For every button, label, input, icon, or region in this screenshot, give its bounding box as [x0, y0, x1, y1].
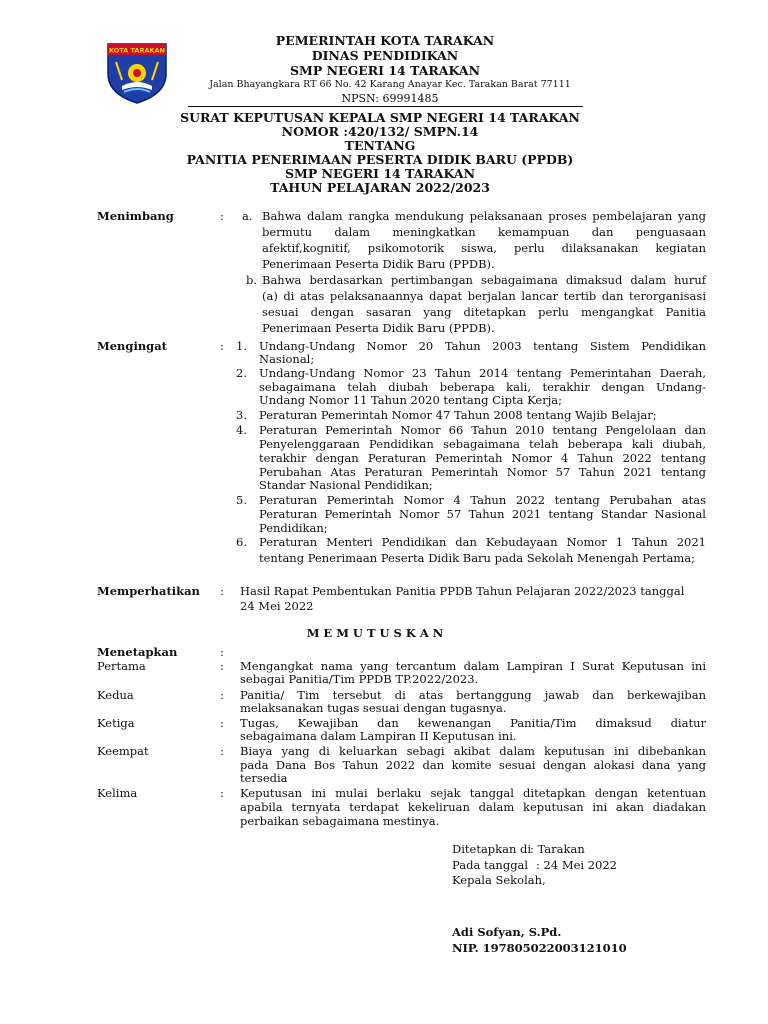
mengingat-item-line: Undang-Undang Nomor 23 Tahun 2014 tentang Pemerintahan Daerah,: [259, 366, 706, 380]
menetapkan-item-colon: :: [220, 786, 224, 800]
mengingat-item-line: Penyelenggaraan Pendidikan sebagaimana telah beberapa kali diubah,: [259, 437, 706, 451]
mengingat-item-line: Undang Nomor 11 Tahun 2020 tentang Cipta Kerja;: [259, 393, 563, 407]
mengingat-item-num: 3.: [236, 408, 247, 422]
mengingat-item-line: Pendidikan;: [259, 521, 328, 535]
menimbang-item-num: a.: [242, 209, 253, 223]
menetapkan-item-colon: :: [220, 688, 224, 702]
menetapkan-item-label: Kelima: [97, 786, 138, 800]
ditetapkan-label: Ditetapkan di: [452, 842, 532, 856]
memperhatikan-label: Memperhatikan: [97, 584, 200, 598]
header-agency: DINAS PENDIDIKAN: [311, 48, 459, 63]
menimbang-item-line: Penerimaan Peserta Didik Baru (PPDB).: [262, 321, 495, 335]
mengingat-item-num: 2.: [236, 366, 247, 380]
decree-number: NOMOR :420/132/ SMPN.14: [281, 124, 479, 139]
menetapkan-item-label: Keempat: [97, 744, 149, 758]
menetapkan-item-line: melaksanakan tugas sesuai dengan tugasnya.: [240, 701, 507, 715]
memperhatikan-colon: :: [220, 584, 224, 598]
tanggal-value: : 24 Mei 2022: [536, 858, 617, 872]
mengingat-label: Mengingat: [97, 339, 167, 353]
mengingat-item-line: sebagaimana telah diubah beberapa kali, terakhir dengan Undang-: [259, 380, 706, 394]
mengingat-item-line: Peraturan Pemerintah Nomor 57 Tahun 2021 tentang Standar Nasional: [259, 507, 706, 521]
mengingat-item-line: Peraturan Menteri Pendidikan dan Kebudayaan Nomor 1 Tahun 2021: [259, 535, 706, 549]
menimbang-item-num: b.: [246, 273, 258, 287]
memutuskan-heading: M E M U T U S K A N: [306, 626, 444, 640]
header-address: Jalan Bhayangkara RT 66 No. 42 Karang Anayar Kec. Tarakan Barat 77111: [209, 79, 571, 90]
menetapkan-item-line: Keputusan ini mulai berlaku sejak tanggal ditetapkan dengan ketentuan: [240, 786, 706, 800]
decree-tentang: TENTANG: [344, 138, 416, 153]
menimbang-item-line: afektif,kognitif, psikomotorik siswa, perlu dilaksanakan kegiatan: [262, 241, 706, 255]
header-divider: [188, 106, 583, 107]
mengingat-item-num: 6.: [236, 535, 247, 549]
mengingat-item-num: 4.: [236, 423, 247, 437]
menetapkan-item-line: Mengangkat nama yang tercantum dalam Lampiran I Surat Keputusan ini: [240, 659, 706, 673]
menimbang-label: Menimbang: [97, 209, 174, 223]
mengingat-item-line: Nasional;: [259, 352, 315, 366]
menetapkan-item-line: apabila ternyata terdapat kekeliruan dalam keputusan ini akan diadakan: [240, 800, 706, 814]
menetapkan-item-label: Kedua: [97, 688, 134, 702]
mengingat-item-line: terakhir dengan Peraturan Pemerintah Nomor 4 Tahun 2022 tentang: [259, 451, 706, 465]
mengingat-item-line: Undang-Undang Nomor 20 Tahun 2003 tentang Sistem Pendidikan: [259, 339, 706, 353]
menimbang-item-line: sesuai dengan sasaran yang ditetapkan perlu mengangkat Panitia: [262, 305, 706, 319]
signatory-name: Adi Sofyan, S.Pd.: [452, 925, 562, 939]
logo-lettering: KOTA TARAKAN: [109, 46, 165, 55]
menimbang-item-line: (a) di atas pelaksanaannya dapat berjalan lancar tertib dan terorganisasi: [262, 289, 706, 303]
mengingat-item-line: Perubahan Atas Peraturan Pemerintah Nomor 57 Tahun 2021 tentang: [259, 465, 706, 479]
header-npsn: NPSN: 69991485: [341, 92, 439, 105]
header-government: PEMERINTAH KOTA TARAKAN: [275, 33, 495, 48]
mengingat-item-line: tentang Penerimaan Peserta Didik Baru pada Sekolah Menengah Pertama;: [259, 551, 696, 565]
mengingat-item-num: 5.: [236, 493, 247, 507]
ditetapkan-value: : Tarakan: [530, 842, 585, 856]
menetapkan-item-line: tersedia: [240, 771, 288, 785]
mengingat-item-line: Peraturan Pemerintah Nomor 4 Tahun 2022 tentang Perubahan atas: [259, 493, 706, 507]
menetapkan-label: Menetapkan: [97, 645, 178, 659]
menetapkan-item-colon: :: [220, 744, 224, 758]
menetapkan-item-line: pada Dana Bos Tahun 2022 dan komite sesuai dengan alokasi dana yang: [240, 758, 706, 772]
menimbang-colon: :: [220, 209, 224, 223]
header-school: SMP NEGERI 14 TARAKAN: [290, 63, 480, 78]
decree-subject: PANITIA PENERIMAAN PESERTA DIDIK BARU (PPDB): [186, 152, 574, 167]
menetapkan-colon: :: [220, 645, 224, 659]
menetapkan-item-line: sebagai Panitia/Tim PPDB TP.2022/2023.: [240, 672, 479, 686]
menetapkan-item-line: perbaikan sebagaimana mestinya.: [240, 814, 440, 828]
mengingat-item-line: Standar Nasional Pendidikan;: [259, 478, 433, 492]
menetapkan-item-line: Biaya yang di keluarkan sebagi akibat dalam keputusan ini dibebankan: [240, 744, 706, 758]
menetapkan-item-line: Panitia/ Tim tersebut di atas bertanggung jawab dan berkewajiban: [240, 688, 706, 702]
menetapkan-item-line: sebagaimana dalam Lampiran II Keputusan ini.: [240, 729, 517, 743]
menetapkan-item-line: Tugas, Kewajiban dan kewenangan Panitia/Tim dimaksud diatur: [240, 716, 706, 730]
mengingat-colon: :: [220, 339, 224, 353]
menimbang-item-line: bermutu dalam meningkatkan kemampuan dan penguasaan: [262, 225, 706, 239]
tanggal-label: Pada tanggal: [452, 858, 529, 872]
mengingat-item-line: Peraturan Pemerintah Nomor 47 Tahun 2008 tentang Wajib Belajar;: [259, 408, 657, 422]
memperhatikan-line: Hasil Rapat Pembentukan Panitia PPDB Tahun Pelajaran 2022/2023 tanggal: [240, 584, 685, 598]
menimbang-item-line: Penerimaan Peserta Didik Baru (PPDB).: [262, 257, 495, 271]
decree-year: TAHUN PELAJARAN 2022/2023: [270, 180, 490, 195]
city-emblem-logo: [102, 40, 172, 106]
menetapkan-item-colon: :: [220, 716, 224, 730]
signatory-nip: NIP. 197805022003121010: [452, 941, 627, 955]
menetapkan-item-colon: :: [220, 659, 224, 673]
menimbang-item-line: Bahwa berdasarkan pertimbangan sebagaimana dimaksud dalam huruf: [262, 273, 706, 287]
decree-title: SURAT KEPUTUSAN KEPALA SMP NEGERI 14 TARAKAN: [180, 110, 580, 125]
menetapkan-item-label: Ketiga: [97, 716, 135, 730]
mengingat-item-num: 1.: [236, 339, 247, 353]
memperhatikan-line: 24 Mei 2022: [240, 599, 314, 613]
mengingat-item-line: Peraturan Pemerintah Nomor 66 Tahun 2010 tentang Pengelolaan dan: [259, 423, 706, 437]
decree-school: SMP NEGERI 14 TARAKAN: [285, 166, 475, 181]
menetapkan-item-label: Pertama: [97, 659, 146, 673]
signatory-position: Kepala Sekolah,: [452, 873, 546, 887]
menimbang-item-line: Bahwa dalam rangka mendukung pelaksanaan proses pembelajaran yang: [262, 209, 706, 223]
